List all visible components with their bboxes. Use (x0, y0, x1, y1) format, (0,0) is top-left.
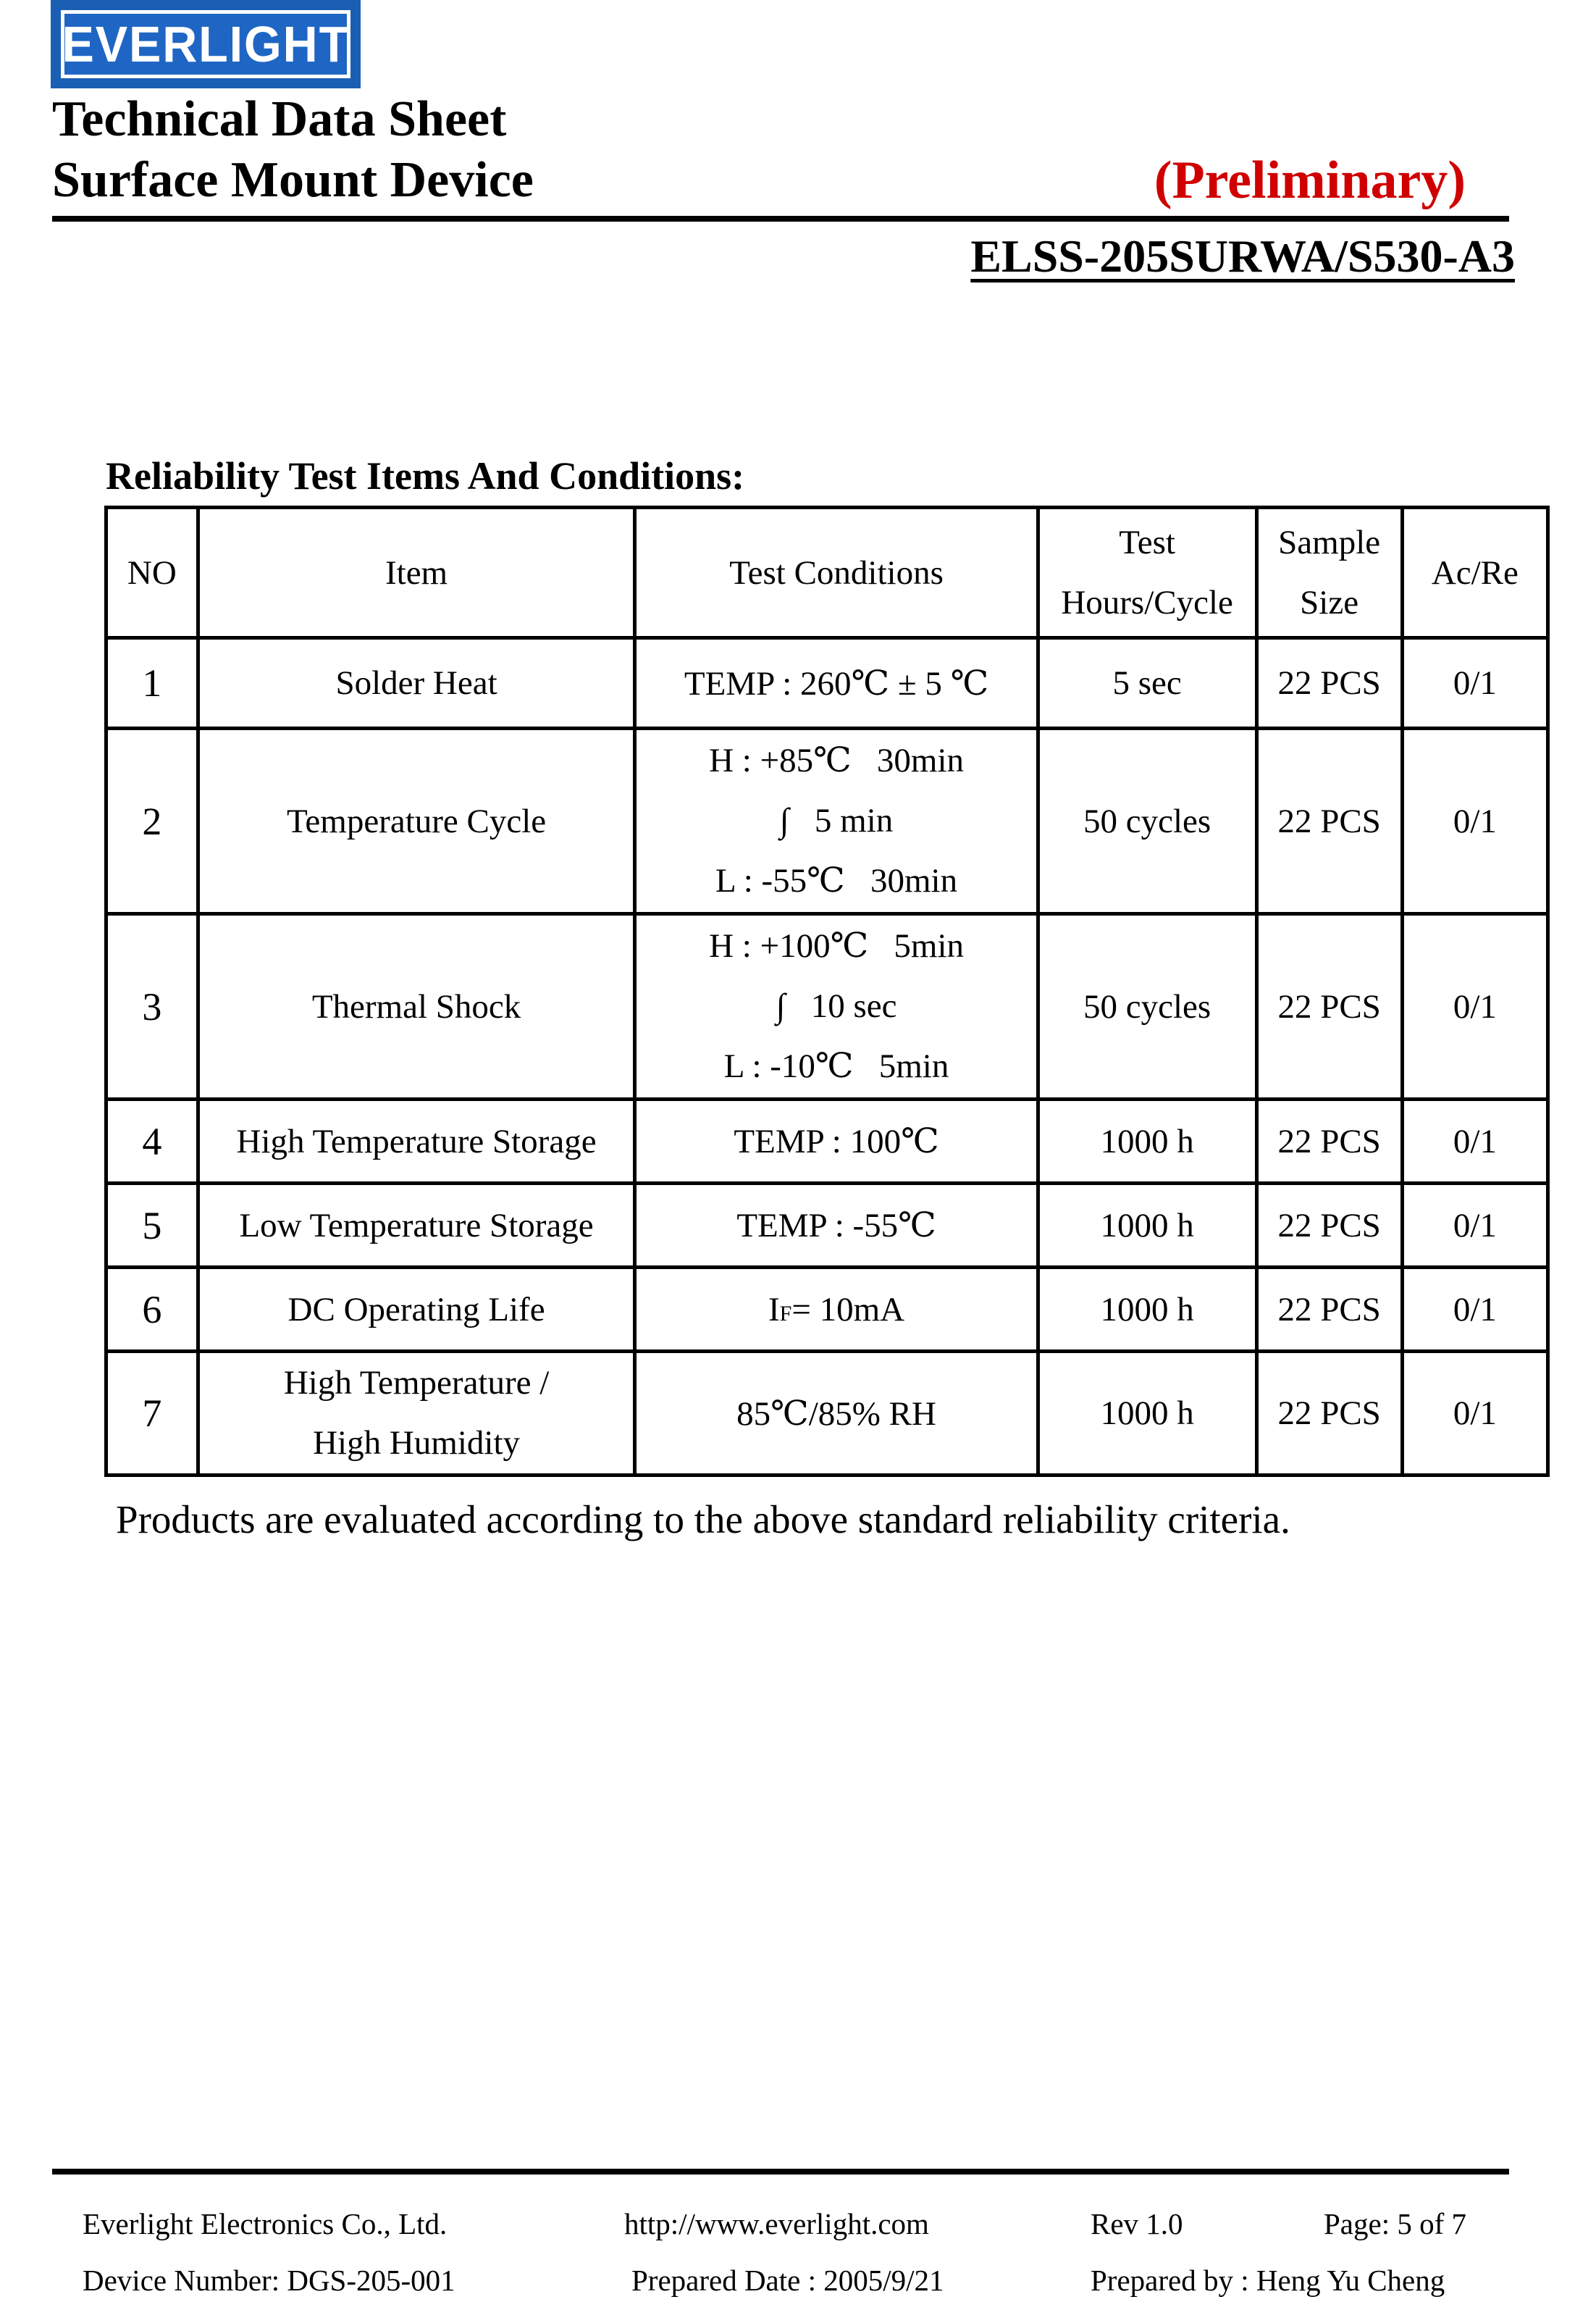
row-conditions: TEMP : -55℃ (635, 1184, 1038, 1268)
row-no: 6 (106, 1268, 198, 1352)
footer-divider (52, 2169, 1509, 2175)
reliability-table (104, 506, 1550, 1477)
table-row (106, 1184, 1548, 1268)
row-conditions: H : +100℃ 5min ∫ 10 sec L : -10℃ 5min (635, 914, 1038, 1100)
row-acre: 0/1 (1402, 1184, 1547, 1268)
row-conditions: TEMP : 260℃ ± 5 ℃ (635, 638, 1038, 729)
footer-company: Everlight Electronics Co., Ltd. (83, 2207, 448, 2240)
row-item: Solder Heat (198, 638, 635, 729)
header-hours: Test Hours/Cycle (1038, 508, 1256, 638)
row-sample: 22 PCS (1256, 1184, 1402, 1268)
table-row (106, 638, 1548, 729)
row-hours: 1000 h (1038, 1100, 1256, 1184)
row-item: Low Temperature Storage (198, 1184, 635, 1268)
row-conditions: H : +85℃ 30min ∫ 5 min L : -55℃ 30min (635, 729, 1038, 914)
header-item: Item (198, 508, 635, 638)
row-item: High Temperature / High Humidity (198, 1352, 635, 1476)
row-no: 5 (106, 1184, 198, 1268)
document-title: Technical Data Sheet (52, 91, 507, 147)
row-no: 3 (106, 914, 198, 1100)
row-no: 7 (106, 1352, 198, 1476)
footer-prepared-by: Prepared by : Heng Yu Cheng (1091, 2264, 1445, 2297)
table-row (106, 729, 1548, 914)
header-acre: Ac/Re (1402, 508, 1547, 638)
footer-device-number: Device Number: DGS-205-001 (83, 2264, 455, 2297)
row-item: High Temperature Storage (198, 1100, 635, 1184)
row-acre: 0/1 (1402, 1352, 1547, 1476)
document-subtitle: Surface Mount Device (52, 152, 534, 208)
table-row (106, 1100, 1548, 1184)
header-divider (52, 216, 1509, 222)
row-acre: 0/1 (1402, 729, 1547, 914)
row-no: 4 (106, 1100, 198, 1184)
footer-page-number: Page: 5 of 7 (1324, 2207, 1466, 2240)
part-number: ELSS-205SURWA/S530-A3 (970, 230, 1515, 282)
section-title: Reliability Test Items And Conditions: (106, 454, 745, 498)
row-conditions: IF= 10mA (635, 1268, 1038, 1352)
preliminary-badge: (Preliminary) (1154, 151, 1466, 210)
row-conditions: TEMP : 100℃ (635, 1100, 1038, 1184)
row-no: 2 (106, 729, 198, 914)
everlight-logo (51, 0, 361, 88)
footer-revision: Rev 1.0 (1091, 2207, 1183, 2240)
row-sample: 22 PCS (1256, 638, 1402, 729)
row-hours: 1000 h (1038, 1184, 1256, 1268)
row-item: DC Operating Life (198, 1268, 635, 1352)
row-hours: 1000 h (1038, 1352, 1256, 1476)
header-conditions: Test Conditions (635, 508, 1038, 638)
header-no: NO (106, 508, 198, 638)
table-row (106, 914, 1548, 1100)
row-item: Thermal Shock (198, 914, 635, 1100)
row-acre: 0/1 (1402, 1100, 1547, 1184)
table-header-row (106, 508, 1548, 638)
row-hours: 5 sec (1038, 638, 1256, 729)
table-row (106, 1352, 1548, 1476)
header-sample-size: Sample Size (1256, 508, 1402, 638)
row-sample: 22 PCS (1256, 914, 1402, 1100)
row-sample: 22 PCS (1256, 1100, 1402, 1184)
row-item: Temperature Cycle (198, 729, 635, 914)
row-acre: 0/1 (1402, 638, 1547, 729)
row-sample: 22 PCS (1256, 1268, 1402, 1352)
row-hours: 1000 h (1038, 1268, 1256, 1352)
row-conditions: 85℃/85% RH (635, 1352, 1038, 1476)
footer-prepared-date: Prepared Date : 2005/9/21 (631, 2264, 944, 2297)
footer-url[interactable]: http://www.everlight.com (624, 2207, 929, 2240)
logo-text: EVERLIGHT (62, 16, 350, 72)
evaluation-note: Products are evaluated according to the above standard reliability criteria. (116, 1497, 1290, 1541)
row-hours: 50 cycles (1038, 729, 1256, 914)
row-sample: 22 PCS (1256, 1352, 1402, 1476)
row-no: 1 (106, 638, 198, 729)
table-row (106, 1268, 1548, 1352)
row-acre: 0/1 (1402, 1268, 1547, 1352)
row-acre: 0/1 (1402, 914, 1547, 1100)
row-sample: 22 PCS (1256, 729, 1402, 914)
row-hours: 50 cycles (1038, 914, 1256, 1100)
